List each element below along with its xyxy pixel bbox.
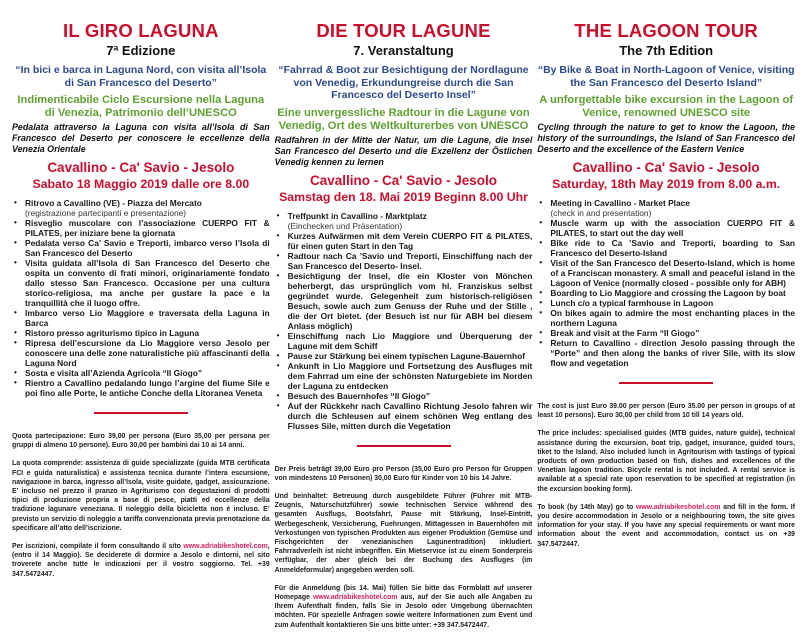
price-info: Der Preis beträgt 39,00 Euro pro Person (35,00 Euro pro Person für Gruppen von mindestens 10 Personen) 30,00 Euro für Kinder von 10 bis 14 Jahre.: [274, 465, 533, 482]
program-list: [537, 198, 795, 368]
program-item: • Ripresa dell’escursione da Lio Maggiore verso Jesolo per conoscere una delle zone naturalistiche più affascinanti della Laguna Nord: [12, 338, 270, 368]
booking-info: Für die Anmeldung (bis 14. Mai) füllen Sie bitte das Formblatt auf unserer Homepage www.adriabikeshotel.com aus, auf der Sie auch alle Angaben zu Ihrem Aufenthalt finden, falls Sie in Jesolo oder Umgebung übernachten möchten. Für spezielle Anfragen sowie weitere Informationen zum Event und zum Aufenthalt kontaktieren Sie uns bitte unter: +39 347.5472447.: [274, 584, 533, 629]
edition: The 7th Edition: [619, 43, 714, 58]
program-item: • Sosta e visita all’Azienda Agricola “Il Giogo”: [12, 368, 270, 378]
date: Samstag den 18. Mai 2019 Beginn 8.00 Uhr: [279, 189, 528, 204]
unesco-highlight: A unforgettable bike excursion in the Lagoon of Venice, renowned UNESCO site: [539, 94, 794, 119]
intro-text: Cycling through the nature to get to know the Lagoon, the history of the surroundings, the Island of San Francesco del Deserto and the excellence of the Eastern Venice: [537, 122, 796, 154]
date: Sabato 18 Maggio 2019 dalle ore 8.00: [32, 177, 250, 191]
program-note: (check in and presentation): [550, 208, 652, 218]
program-note: (registrazione partecipanti e presentazione): [25, 208, 187, 218]
program-item: • Lunch c/o a typical farmhouse in Lagoon: [537, 298, 795, 308]
program-item: • Imbarco verso Lio Maggiore e traversata della Laguna in Barca: [12, 308, 270, 328]
intro-text: Pedalata attraverso la Laguna con visita all’Isola di San Francesco del Deserto per conoscere le eccellenze della Venezia Orientale: [12, 122, 270, 154]
website-link[interactable]: www.adriabikeshotel.com: [313, 593, 398, 601]
edition: 7. Veranstaltung: [353, 43, 454, 58]
subtitle: “In bici e barca in Laguna Nord, con visita all’Isola di San Francesco del Deserto”: [15, 64, 267, 89]
program-item: • Bike ride to Ca ’Savio and Treporti, boarding to San Francesco del Deserto-Island: [537, 238, 795, 258]
website-link[interactable]: www.adriabikeshotel.com: [183, 543, 268, 551]
price-info: Quota partecipazione: Euro 39,00 per persona (Euro 35,00 per persona per gruppi di almeno 10 persone). Euro 30,00 per bambini dai 10 ai 14 anni.: [12, 433, 270, 450]
price-info: The cost is just Euro 39.00 per person (Euro 35.00 per person in groups of at least 10 persons). Euro 30,00 per child from 10 till 14 years old.: [537, 403, 796, 420]
column-italian: [12, 0, 270, 588]
divider: [94, 412, 188, 414]
program-item: • Besichtigung der Insel, die ein Kloster von Mönchen beherbergt, das ursprünglich vom hl. Franziskus selbst gegründet wurde. Gelegenheit zum historisch-religiösen Besuch, sowie auch zum Genuss der Ruhe und der Stille , die der Ort bietet. (der Besuch ist nur für ABH bei diesem Anlass möglich): [275, 271, 533, 331]
program-item: • Boarding to Lio Maggiore and crossing the Lagoon by boat: [537, 288, 795, 298]
date: Saturday, 18th May 2019 from 8.00 a.m.: [552, 177, 781, 191]
program-item: • Besuch des Bauernhofes “Il Giogo”: [275, 391, 533, 401]
subtitle: “Fahrrad & Boot zur Besichtigung der Nordlagune von Venedig, Erkundungreise durch die San Francesco del Deserto Insel”: [278, 64, 529, 101]
title: DIE TOUR LAGUNE: [316, 20, 491, 41]
website-link[interactable]: www.adriabikeshotel.com: [636, 503, 721, 511]
program-item: • Ritrovo a Cavallino (VE) - Piazza del Mercato (registrazione partecipanti e presentazione): [12, 198, 270, 218]
program-item: • Risveglio muscolare con l’associazione CUERPO FIT & PILATES, per iniziare bene la giornata: [12, 218, 270, 238]
program-item: • Einschiffung nach Lio Maggiore und Überquerung der Lagune mit dem Schiff: [275, 331, 533, 351]
program-item: • Rientro a Cavallino pedalando lungo l’argine del fiume Sile e poi fino alle Porte, le antiche Conche della Litoranea Veneta: [12, 378, 270, 398]
program-item: • Pedalata verso Ca’ Savio e Treporti, imbarco verso l’Isola di San Francesco del Deserto: [12, 238, 270, 258]
fine-print: [275, 465, 533, 639]
fine-print: [12, 432, 270, 588]
program-list: [275, 211, 533, 431]
program-item: • Visita guidata all’Isola di San Francesco del Deserto che ospita un convento di frati minori, originariamente fondato dallo stesso San Francesco. Occasione per una cultura storico-religiosa, ma anche per gustare la pace e la tranquillità che il luogo offre.: [12, 258, 270, 308]
program-list: [12, 198, 270, 398]
title: THE LAGOON TOUR: [574, 20, 758, 41]
edition: 7ª Edizione: [106, 43, 176, 58]
unesco-highlight: Eine unvergessliche Radtour in die Lagune von Venedig, Ort des Weltkulturerbes von UNESCO: [277, 106, 530, 132]
intro-text: Radfahren in der Mitte der Natur, um die Lagune, die Insel San Francesco del Deserto und die Exzellenz der Östlichen Venedig kennen zu lernen: [274, 134, 533, 167]
program-item: • On bikes again to admire the most enchanting places in the northern Laguna: [537, 308, 795, 328]
program-item: • Kurzes Aufwärmen mit dem Verein CUERPO FIT & PILATES, für einen guten Start in den Tag: [275, 231, 533, 251]
place: Cavallino - Ca' Savio - Jesolo: [47, 160, 235, 175]
place: Cavallino - Ca' Savio - Jesolo: [309, 172, 498, 188]
program-item: • Ankunft in Lio Maggiore und Fortsetzung des Ausfluges mit dem Fahrrad um eine der schönsten Naturgebiete im Norden der Laguna zu entdecken: [275, 361, 533, 391]
booking-info: Per iscrizioni, compilate il form consultando il sito www.adriabikeshotel.com, (entro il 14 Maggio). Se deciderete di dormire a Jesolo e dintorni, nel sito troverete anche tutte le indicazioni per il vostro soggiorno. Tel. +39 347.5472447.: [12, 543, 270, 578]
includes-info: Und beinhaltet: Betreuung durch ausgebildete Führer (Führer mit MTB-Zeugnis, Naturschutzführer) sowie technischen Service während des gesamten Ausflugs, Bootsfahrt, Pause mit Stärkung, Insel-Eintritt, Werbegeschenk, Versicherung, Fuehrungen. Mittagessen in Bauernhöfen mit Verkostungen von typischen Produkten aus eigener Produktion (Gemüse und Fischgerichten der venezianischen Lagunentradition) inkludiert. Fahrradverleih ist nicht inbegriffen. Ein Mietservice ist zu einem Sonderpreis verfügbar, der aber gleich bei der Buchung des Ausfluges (im Anmeldeformular) angegeben werden soll.: [274, 492, 533, 574]
fine-print: [537, 402, 795, 558]
includes-info: The price includes: specialised guides (MTB guides, nature guide), technical assistance during the excursion, boat trip, gadget, insurance, guided tours, tiket to the Island. Also included lunch in Agritourism with tastings of typical products of own production based on fish, dishes and excellences of the Venetian lagoon tradition. Bicycle rental is not included. A rental service is available at a special rate upon reservation to be specified at registration (in the excursion booking form).: [537, 430, 796, 493]
program-item: • Break and visit at the Farm “Il Giogo”: [537, 328, 795, 338]
program-item: • Auf der Rückkehr nach Cavallino Richtung Jesolo fahren wir durch die Schleusen auf einem schönen Weg entlang des Flusses Sile, mitten durch die Vegetation: [275, 401, 533, 431]
unesco-highlight: Indimenticabile Ciclo Escursione nella Laguna di Venezia, Patrimonio dell’UNESCO: [17, 94, 265, 119]
subtitle: “By Bike & Boat in North-Lagoon of Venice, visiting the San Francesco del Deserto Island”: [537, 64, 795, 89]
program-item: • Muscle warm up with the association CUERPO FIT & PILATES, to start out the day well: [537, 218, 795, 238]
program-item: • Visit of the San Francesco del Deserto-Island, which is home of a Franciscan monastery. A small and peaceful island in the Lagoon of Venice (normally closed - possible only for ABH): [537, 258, 795, 288]
program-item: • Meeting in Cavallino - Market Place (check in and presentation): [537, 198, 795, 218]
includes-info: La quota comprende: assistenza di guide specializzate (guida MTB certificata FCI e guida naturalistica) e assistenza tecnica durante l’intera escursione, navigazione in barca, ingresso all’Isola, visite guidate, gadget, assicurazione. E’ incluso nel prezzo il pranzo in Agriturismo con degustazioni di prodotti tipici di produzione propria a base di pesce, piatti ed eccellenze della tradizione lagunare veneziana. Il noleggio della bicicletta non è incluso. E’ previsto un servizio di noleggio a tariffa convenzionata previa prenotazione da specificare all’atto dell’iscrizione.: [12, 460, 270, 532]
place: Cavallino - Ca' Savio - Jesolo: [572, 160, 760, 175]
program-item: • Pause zur Stärkung bei einem typischen Lagune-Bauernhof: [275, 351, 533, 361]
column-english: [537, 0, 795, 558]
program-item: • Radtour nach Ca ’Savio und Treporti, Einschiffung nach der San Francesco del Deserto- Insel.: [275, 251, 533, 271]
column-german: [275, 0, 533, 639]
booking-info: To book (by 14th May) go to www.adriabikeshotel.com and fill in the form. If you desire accommodation in Jesolo or a neighbouring town, the site gives information for your stay. If you have any special requirements or want more information about the event and accommodation, contact us on +39 347.5472447.: [537, 503, 796, 548]
program-item: • Treffpunkt in Cavallino - Marktplatz (Einchecken und Präsentation): [275, 211, 533, 231]
program-item: • Return to Cavallino - direction Jesolo passing through the “Porte” and then along the banks of river Sile, with its slow flow and vegetation: [537, 338, 795, 368]
program-note: (Einchecken und Präsentation): [287, 220, 403, 231]
program-item: • Ristoro presso agriturismo tipico in Laguna: [12, 328, 270, 338]
title: IL GIRO LAGUNA: [63, 20, 219, 41]
divider: [619, 382, 713, 384]
divider: [357, 445, 451, 447]
